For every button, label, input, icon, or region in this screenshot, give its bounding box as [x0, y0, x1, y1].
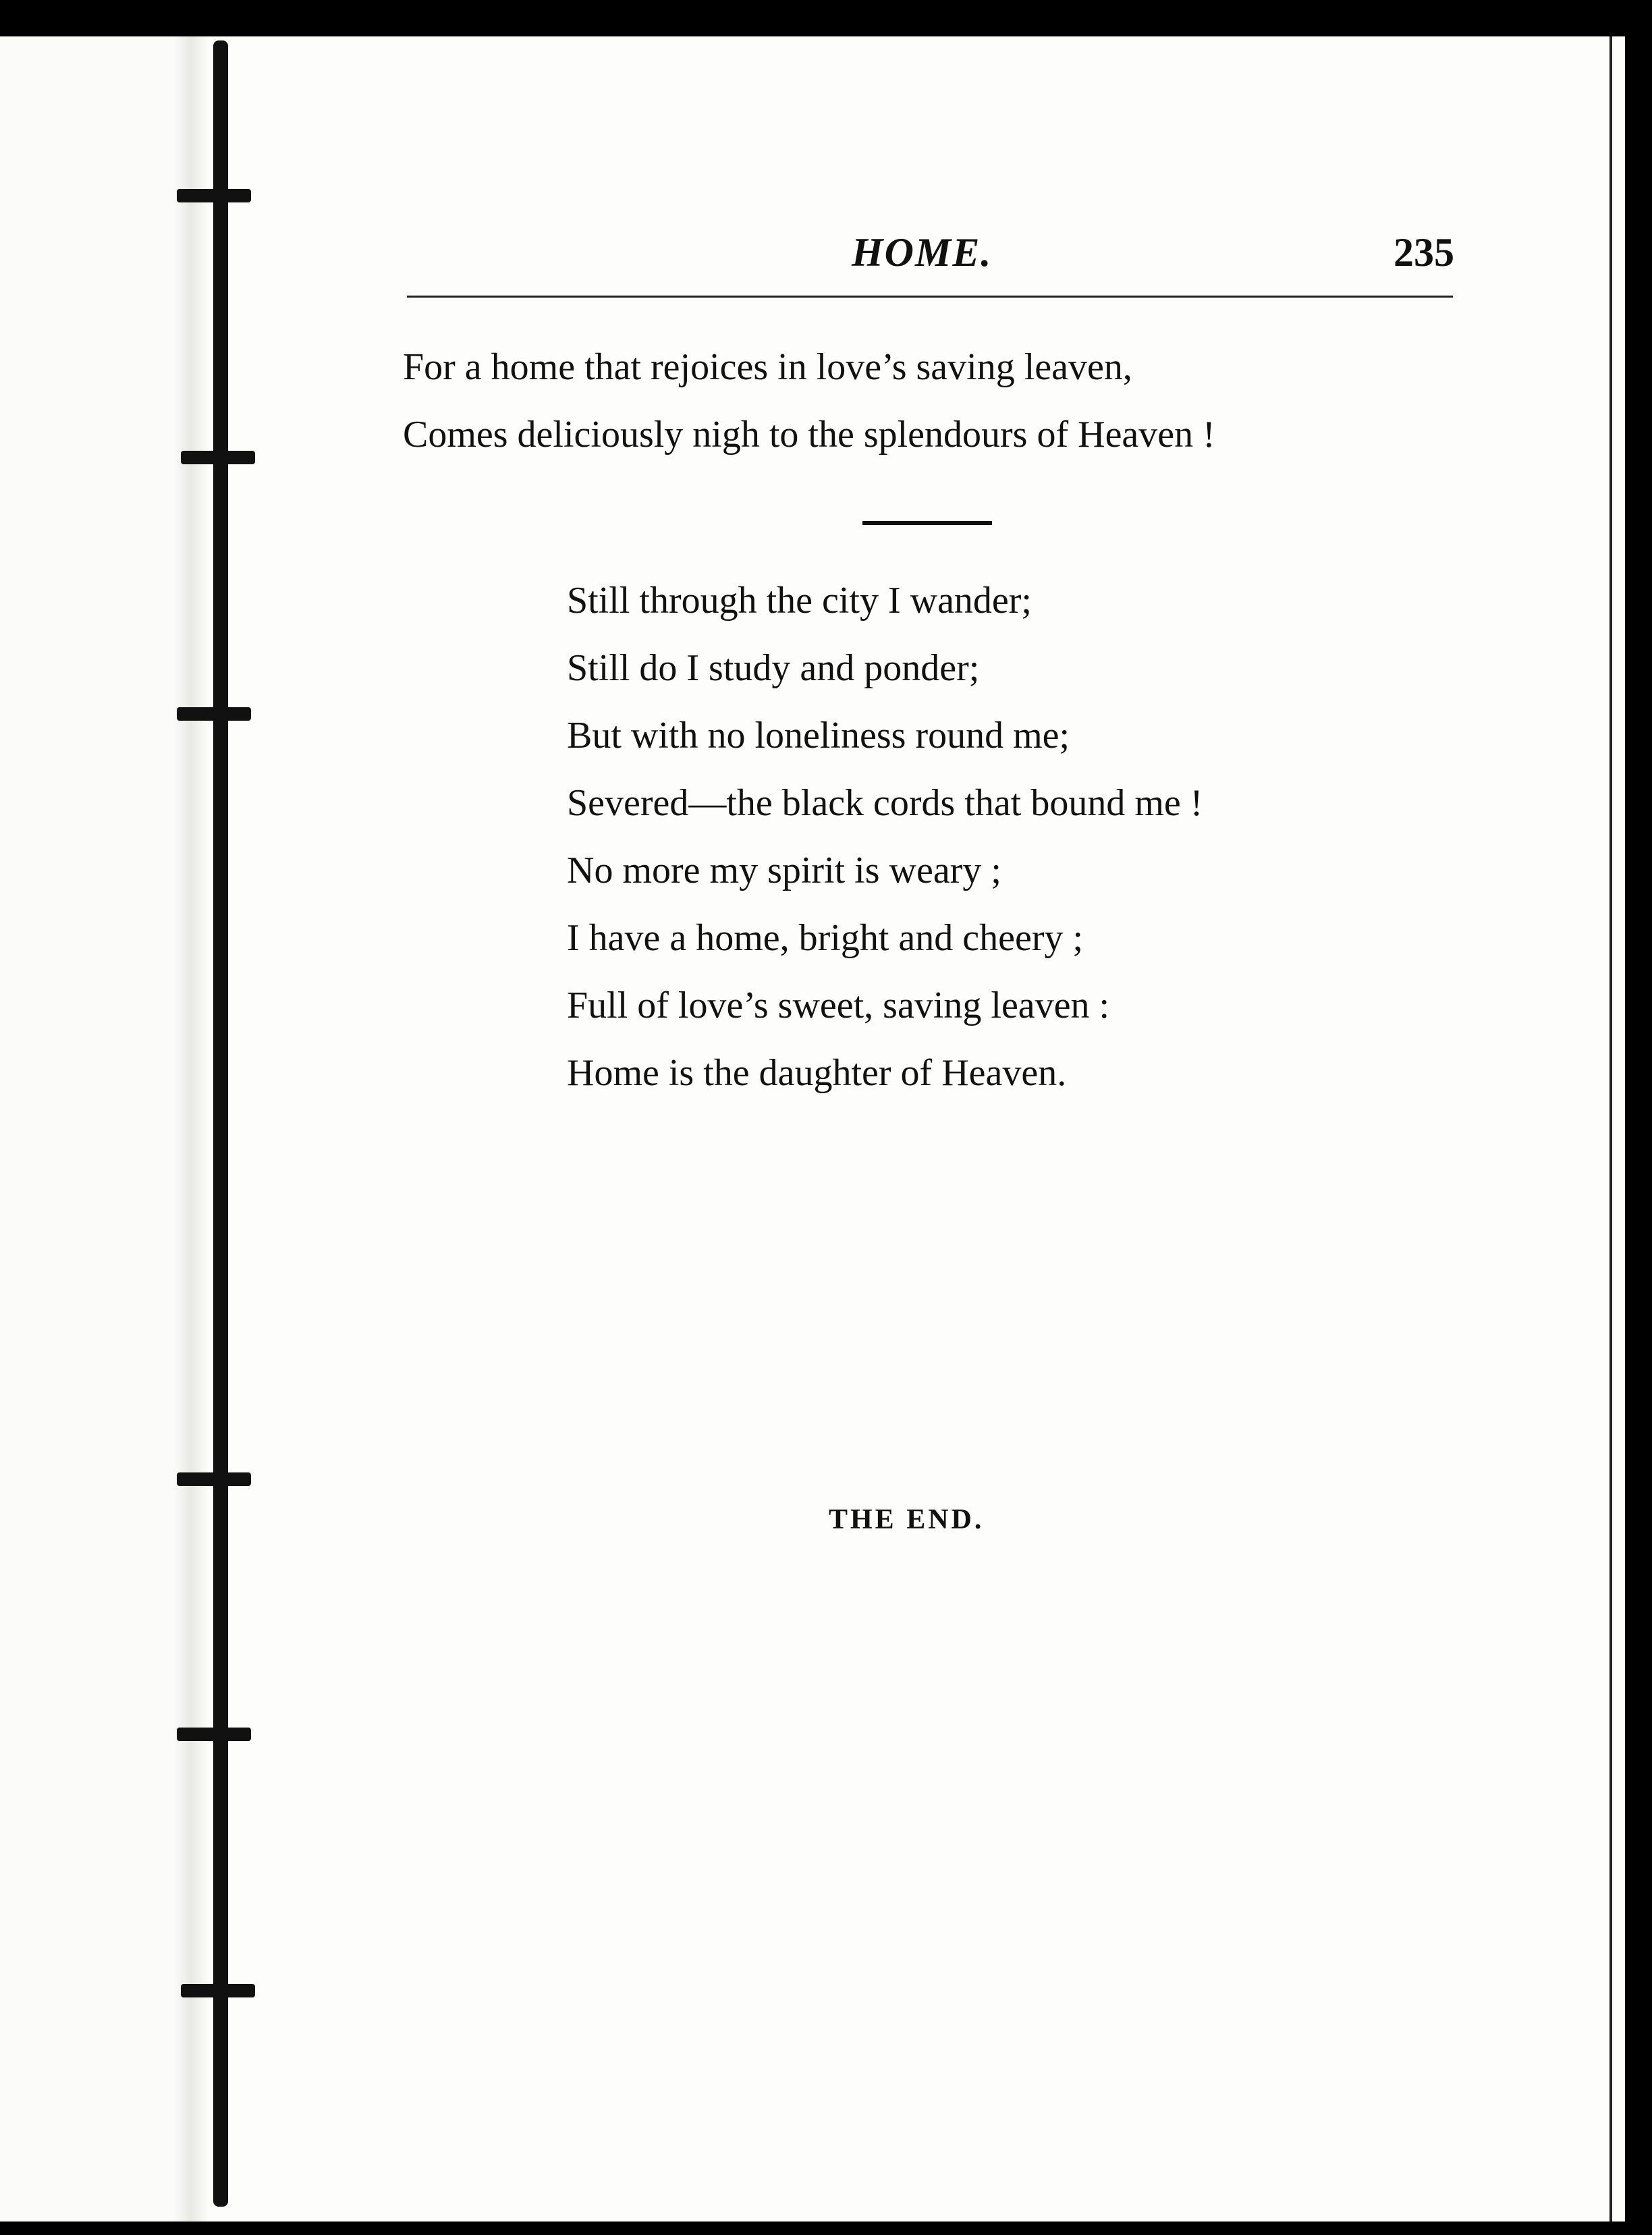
- binding-stitch: [181, 1984, 255, 1997]
- binding-stitch: [177, 1472, 251, 1486]
- verse-line: Severed—the black cords that bound me !: [567, 782, 1203, 824]
- verse-line: I have a home, bright and cheery ;: [567, 917, 1084, 959]
- verse-line: No more my spirit is weary ;: [567, 850, 1001, 891]
- verse-line: Still through the city I wander;: [567, 580, 1032, 622]
- verse-line: For a home that rejoices in love’s saving leaven,: [403, 346, 1132, 388]
- verse-line: Still do I study and ponder;: [567, 647, 980, 689]
- the-end-label: THE END.: [829, 1504, 985, 1535]
- scan-border-bottom: [0, 2222, 1652, 2235]
- scan-border-top: [0, 0, 1652, 36]
- previous-page-margin: [0, 36, 196, 2222]
- book-binding: [213, 40, 228, 2207]
- page-edge: [1609, 36, 1612, 2222]
- closing-couplet: [403, 333, 1215, 468]
- verse-line: Home is the daughter of Heaven.: [567, 1052, 1067, 1094]
- binding-shadow: [174, 36, 208, 2222]
- binding-stitch: [177, 189, 251, 202]
- verse-line: Full of love’s sweet, saving leaven :: [567, 985, 1110, 1026]
- section-divider: [862, 521, 992, 525]
- page-number: 235: [1394, 230, 1454, 275]
- binding-stitch: [181, 451, 255, 464]
- running-title: HOME.: [852, 230, 993, 275]
- binding-stitch: [177, 707, 251, 721]
- verse-line: Comes deliciously nigh to the splendours of Heaven !: [403, 414, 1215, 456]
- verse-line: But with no loneliness round me;: [567, 715, 1070, 756]
- binding-stitch: [177, 1728, 251, 1741]
- final-stanza: [567, 567, 1203, 1107]
- scan-border-right: [1625, 0, 1652, 2235]
- header-rule: [407, 296, 1453, 298]
